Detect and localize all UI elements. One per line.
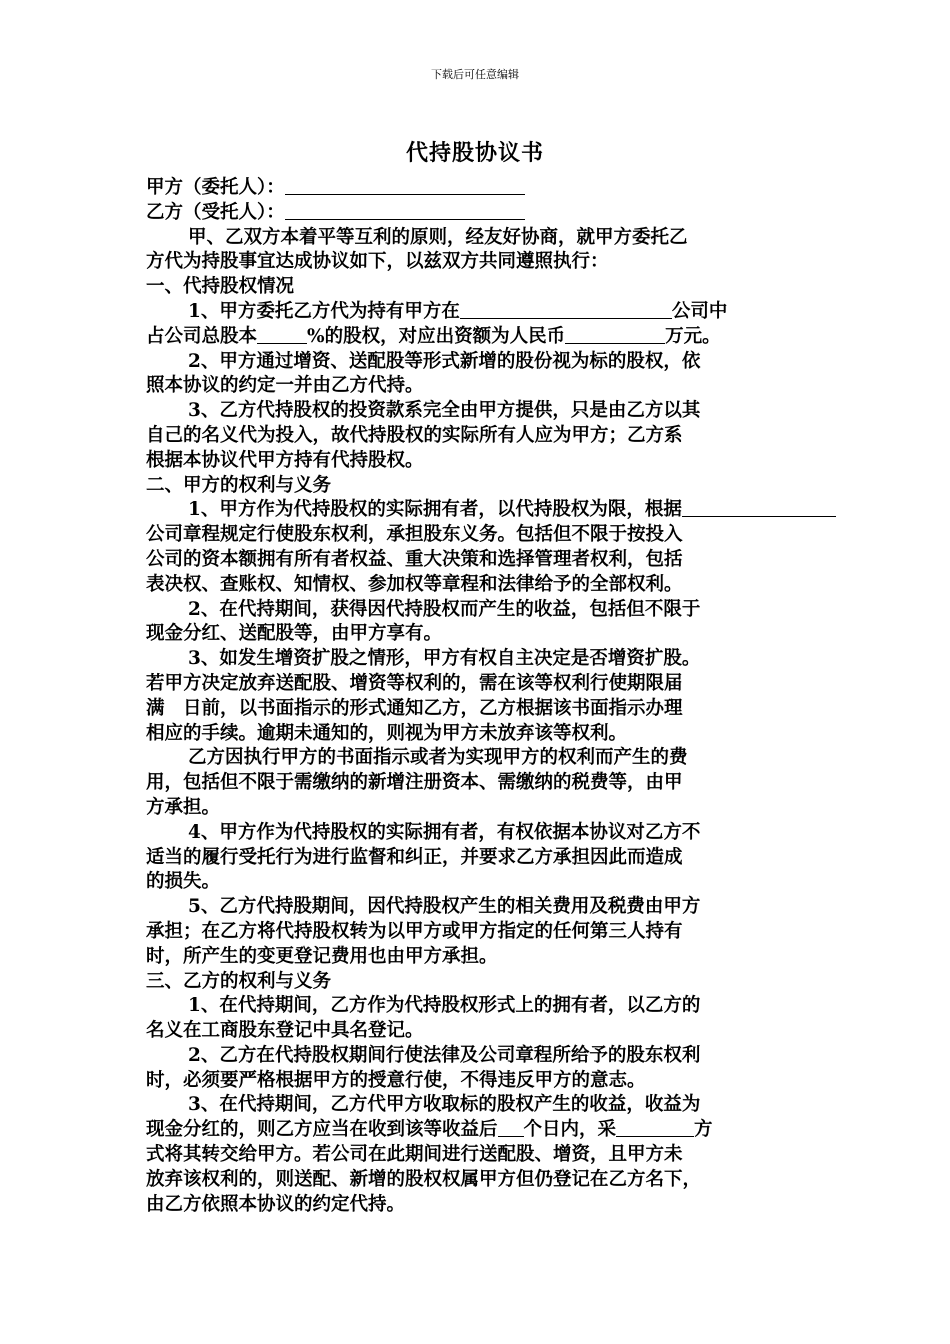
clause-line: 3、在代持期间，乙方代甲方收取标的股权产生的收益，收益为 bbox=[188, 1094, 701, 1116]
header-note: 下载后可任意编辑 bbox=[431, 68, 519, 81]
capital-amount-blank[interactable] bbox=[565, 325, 665, 344]
party-b-blank[interactable] bbox=[285, 201, 525, 220]
clause-line: 1、在代持期间，乙方作为代持股权形式上的拥有者，以乙方的 bbox=[188, 995, 701, 1017]
clause-line: 3、如发生增资扩股之情形，甲方有权自主决定是否增资扩股。 bbox=[188, 648, 701, 670]
clause-line bbox=[146, 1118, 946, 1143]
clause-line: 2、在代持期间，获得因代持股权而产生的收益，包括但不限于 bbox=[188, 598, 701, 620]
text-span: 方 bbox=[694, 1119, 713, 1141]
paragraph-line: 方代为持股事宜达成协议如下，以兹双方共同遵照执行： bbox=[146, 251, 609, 273]
clause-line: 承担；在乙方将代持股权转为以甲方或甲方指定的任何第三人持有 bbox=[146, 920, 683, 942]
company-name-blank[interactable] bbox=[460, 300, 672, 319]
clause-line: 公司章程规定行使股东权利，承担股东义务。包括但不限于按投入 bbox=[146, 524, 683, 546]
clause-line: 若甲方决定放弃送配股、增资等权利的，需在该等权利行使期限届 bbox=[146, 672, 683, 694]
section-heading-3: 三、乙方的权利与义务 bbox=[146, 970, 332, 992]
text-span: 现金分红的，则乙方应当在收到该等收益后 bbox=[146, 1119, 498, 1141]
clause-line bbox=[146, 498, 946, 523]
clause-line: 表决权、查账权、知情权、参加权等章程和法律给予的全部权利。 bbox=[146, 573, 683, 595]
paragraph-line: 甲、乙双方本着平等互利的原则，经友好协商，就甲方委托乙 bbox=[188, 226, 688, 248]
party-a-blank[interactable] bbox=[285, 176, 525, 195]
clause-line: 相应的手续。逾期未通知的，则视为甲方未放弃该等权利。 bbox=[146, 722, 628, 744]
clause-line: 的损失。 bbox=[146, 871, 221, 893]
clause-line: 名义在工商股东登记中具名登记。 bbox=[146, 1020, 424, 1042]
articles-company-blank[interactable] bbox=[682, 498, 836, 517]
clause-line: 自己的名义代为投入，故代持股权的实际所有人应为甲方；乙方系 bbox=[146, 424, 683, 446]
clause-line: 乙方因执行甲方的书面指示或者为实现甲方的权利而产生的费 bbox=[188, 747, 688, 769]
section-heading-2: 二、甲方的权利与义务 bbox=[146, 474, 332, 496]
clause-line: 满 日前，以书面指示的形式通知乙方，乙方根据该书面指示办理 bbox=[146, 697, 683, 719]
text-span: 1、甲方作为代持股权的实际拥有者，以代持股权为限，根据 bbox=[188, 499, 682, 521]
transfer-method-blank[interactable] bbox=[616, 1118, 694, 1137]
clause-line: 2、乙方在代持股权期间行使法律及公司章程所给予的股东权利 bbox=[188, 1044, 701, 1066]
clause-line: 时，必须要严格根据甲方的授意行使，不得违反甲方的意志。 bbox=[146, 1069, 646, 1091]
clause-line: 放弃该权利的，则送配、新增的股权权属甲方但仍登记在乙方名下， bbox=[146, 1168, 702, 1190]
text-span: %的股权，对应出资额为人民币 bbox=[307, 325, 566, 347]
clause-line: 根据本协议代甲方持有代持股权。 bbox=[146, 449, 424, 471]
party-a-label: 甲方（委托人）： bbox=[146, 177, 285, 198]
clause-line bbox=[146, 325, 946, 350]
text-span: 公司中 bbox=[671, 300, 728, 322]
text-span: 占公司总股本 bbox=[146, 325, 258, 347]
clause-line: 用，包括但不限于需缴纳的新增注册资本、需缴纳的税费等，由甲 bbox=[146, 772, 683, 794]
party-b-line bbox=[146, 201, 946, 226]
clause-line bbox=[146, 300, 946, 325]
text-span: 个日内，采 bbox=[523, 1119, 617, 1141]
clause-line: 公司的资本额拥有所有者权益、重大决策和选择管理者权利，包括 bbox=[146, 548, 683, 570]
clause-line: 照本协议的约定一并由乙方代持。 bbox=[146, 375, 424, 397]
clause-line: 适当的履行受托行为进行监督和纠正，并要求乙方承担因此而造成 bbox=[146, 846, 683, 868]
clause-line: 式将其转交给甲方。若公司在此期间进行送配股、增资，且甲方未 bbox=[146, 1144, 683, 1166]
days-blank[interactable] bbox=[498, 1118, 524, 1137]
party-a-line bbox=[146, 176, 946, 201]
section-heading-1: 一、代持股权情况 bbox=[146, 276, 295, 298]
text-span: 1、甲方委托乙方代为持有甲方在 bbox=[188, 300, 460, 322]
clause-line: 3、乙方代持股权的投资款系完全由甲方提供，只是由乙方以其 bbox=[188, 400, 701, 422]
clause-line: 时，所产生的变更登记费用也由甲方承担。 bbox=[146, 945, 498, 967]
document-title: 代持股协议书 bbox=[405, 140, 544, 166]
clause-line: 5、乙方代持股期间，因代持股权产生的相关费用及税费由甲方 bbox=[188, 896, 701, 918]
document-body bbox=[146, 176, 946, 1217]
clause-line: 2、甲方通过增资、送配股等形式新增的股份视为标的股权，依 bbox=[188, 350, 701, 372]
party-b-label: 乙方（受托人）： bbox=[146, 201, 285, 223]
text-span: 万元。 bbox=[665, 325, 721, 347]
clause-line: 4、甲方作为代持股权的实际拥有者，有权依据本协议对乙方不 bbox=[188, 821, 701, 843]
clause-line: 现金分红、送配股等，由甲方享有。 bbox=[146, 623, 443, 645]
share-percent-blank[interactable] bbox=[257, 325, 307, 344]
clause-line: 由乙方依照本协议的约定代持。 bbox=[146, 1193, 406, 1215]
clause-line: 方承担。 bbox=[146, 796, 221, 818]
